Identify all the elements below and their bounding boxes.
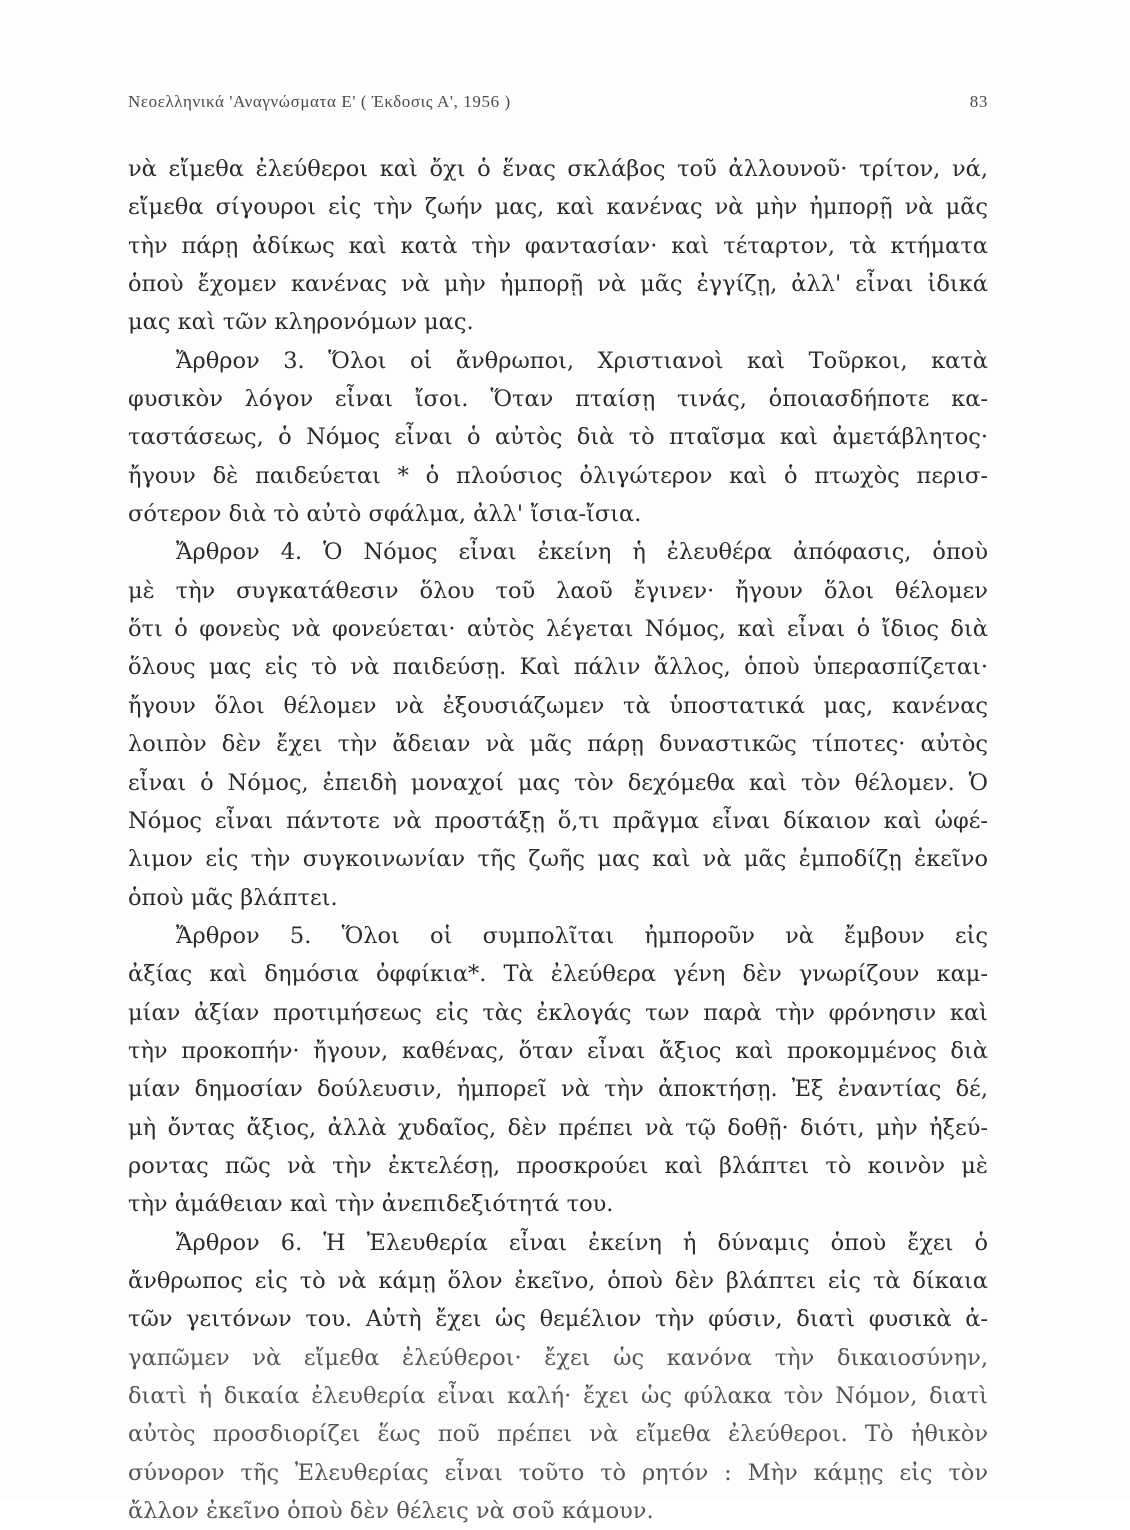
text-line: Νόμος εἶναι πάντοτε νὰ προστάξῃ ὅ,τι πρᾶγμα εἶναι δίκαιον καὶ ὠφέ- (128, 807, 988, 834)
page-number: 83 (969, 92, 988, 111)
article-4-heading-line: Ἄρθρον 4. Ὁ Νόμος εἶναι ἐκείνη ἡ ἐλευθέρα ἀπόφασις, ὁποὺ (176, 539, 988, 566)
text-line: λιμον εἰς τὴν συγκοινωνίαν τῆς ζωῆς μας καὶ νὰ μᾶς ἐμποδίζῃ ἐκεῖνο (128, 846, 988, 873)
text-line: τῶν γειτόνων του. Αὐτὴ ἔχει ὡς θεμέλιον τὴν φύσιν, διατὶ φυσικὰ ἀ- (128, 1306, 988, 1333)
text-line: τὴν πάρῃ ἀδίκως καὶ κατὰ τὴν φαντασίαν· καὶ τέταρτον, τὰ κτήματα (128, 232, 988, 259)
text-line: μίαν ἀξίαν προτιμήσεως εἰς τὰς ἐκλογάς των παρὰ τὴν φρόνησιν καὶ (128, 999, 988, 1026)
text-line: σύνορον τῆς Ἐλευθερίας εἶναι τοῦτο τὸ ρητόν : Μὴν κάμῃς εἰς τὸν (128, 1459, 988, 1486)
text-line: ὁποὺ μᾶς βλάπτει. (128, 884, 338, 911)
text-line: σότερον διὰ τὸ αὐτὸ σφάλμα, ἀλλ' ἴσια-ἴσια. (128, 501, 642, 528)
running-head (128, 92, 988, 118)
text-line: τὴν ἀμάθειαν καὶ τὴν ἀνεπιδεξιότητά του. (128, 1191, 614, 1218)
text-line: τὴν προκοπήν· ἤγουν, καθένας, ὅταν εἶναι ἄξιος καὶ προκομμένος διὰ (128, 1037, 988, 1064)
text-line: ἄλλον ἐκεῖνο ὁποὺ δὲν θέλεις νὰ σοῦ κάμουν. (128, 1498, 654, 1525)
text-line: εἴμεθα σίγουροι εἰς τὴν ζωήν μας, καὶ κανένας νὰ μὴν ἠμπορῇ νὰ μᾶς (128, 194, 988, 221)
text-line: ταστάσεως, ὁ Νόμος εἶναι ὁ αὐτὸς διὰ τὸ πταῖσμα καὶ ἀμετάβλητος· (128, 424, 988, 451)
text-line: μὲ τὴν συγκατάθεσιν ὅλου τοῦ λαοῦ ἔγινεν· ἤγουν ὅλοι θέλομεν (128, 577, 988, 604)
body-text (128, 150, 988, 1530)
text-line: ροντας πῶς νὰ τὴν ἐκτελέσῃ, προσκρούει καὶ βλάπτει τὸ κοινὸν μὲ (128, 1152, 988, 1179)
text-line: λοιπὸν δὲν ἔχει τὴν ἄδειαν νὰ μᾶς πάρῃ δυναστικῶς τίποτες· αὐτὸς (128, 731, 988, 758)
text-line: εἶναι ὁ Νόμος, ἐπειδὴ μοναχοί μας τὸν δεχόμεθα καὶ τὸν θέλομεν. Ὁ (128, 769, 988, 796)
text-line: ὁποὺ ἔχομεν κανένας νὰ μὴν ἠμπορῇ νὰ μᾶς ἐγγίζῃ, ἀλλ' εἶναι ἰδικά (128, 271, 988, 298)
article-3-heading-line: Ἄρθρον 3. Ὅλοι οἱ ἄνθρωποι, Χριστιανοὶ καὶ Τοῦρκοι, κατὰ (176, 347, 988, 374)
running-head-title: Νεοελληνικά 'Αναγνώσματα Ε' ( Έκδοσις Α', 1956 ) (128, 92, 511, 111)
article-5-heading-line: Ἄρθρον 5. Ὅλοι οἱ συμπολῖται ἠμποροῦν νὰ ἔμβουν εἰς (176, 922, 988, 949)
text-line: ἤγουν ὅλοι θέλομεν νὰ ἐξουσιάζωμεν τὰ ὑποστατικά μας, κανένας (128, 692, 988, 719)
text-line: μὴ ὄντας ἄξιος, ἀλλὰ χυδαῖος, δὲν πρέπει νὰ τῷ δοθῇ· διότι, μὴν ἠξεύ- (128, 1114, 988, 1141)
text-line: μίαν δημοσίαν δούλευσιν, ἠμπορεῖ νὰ τὴν ἀποκτήσῃ. Ἐξ ἐναντίας δέ, (128, 1076, 988, 1103)
text-line: νὰ εἴμεθα ἐλεύθεροι καὶ ὄχι ὁ ἕνας σκλάβος τοῦ ἀλλουνοῦ· τρίτον, νά, (128, 156, 988, 182)
text-line: ὅτι ὁ φονεὺς νὰ φονεύεται· αὐτὸς λέγεται Νόμος, καὶ εἶναι ὁ ἴδιος διὰ (128, 616, 988, 643)
text-line: ἄνθρωπος εἰς τὸ νὰ κάμῃ ὅλον ἐκεῖνο, ὁποὺ δὲν βλάπτει εἰς τὰ δίκαια (128, 1267, 988, 1294)
article-6-heading-line: Ἄρθρον 6. Ἡ Ἐλευθερία εἶναι ἐκείνη ἡ δύναμις ὁποὺ ἔχει ὁ (176, 1229, 988, 1256)
text-line: ἀξίας καὶ δημόσια ὀφφίκια*. Τὰ ἐλεύθερα γένη δὲν γνωρίζουν καμ- (128, 961, 988, 988)
text-line: γαπῶμεν νὰ εἴμεθα ἐλεύθεροι· ἔχει ὡς κανόνα τὴν δικαιοσύνην, (128, 1344, 988, 1371)
text-line: ἤγουν δὲ παιδεύεται * ὁ πλούσιος ὀλιγώτερον καὶ ὁ πτωχὸς περισ- (128, 462, 988, 489)
text-line: αὐτὸς προσδιορίζει ἕως ποῦ πρέπει νὰ εἴμεθα ἐλεύθεροι. Τὸ ἠθικὸν (128, 1421, 988, 1448)
text-line: μας καὶ τῶν κληρονόμων μας. (128, 309, 474, 336)
text-line: διατὶ ἡ δικαία ἐλευθερία εἶναι καλή· ἔχει ὡς φύλακα τὸν Νόμον, διατὶ (128, 1383, 988, 1409)
text-line: ὅλους μας εἰς τὸ νὰ παιδεύσῃ. Καὶ πάλιν ἄλλος, ὁποὺ ὑπερασπίζεται· (128, 654, 988, 681)
text-line: φυσικὸν λόγον εἶναι ἴσοι. Ὅταν πταίσῃ τινάς, ὁποιασδήποτε κα- (128, 386, 988, 413)
